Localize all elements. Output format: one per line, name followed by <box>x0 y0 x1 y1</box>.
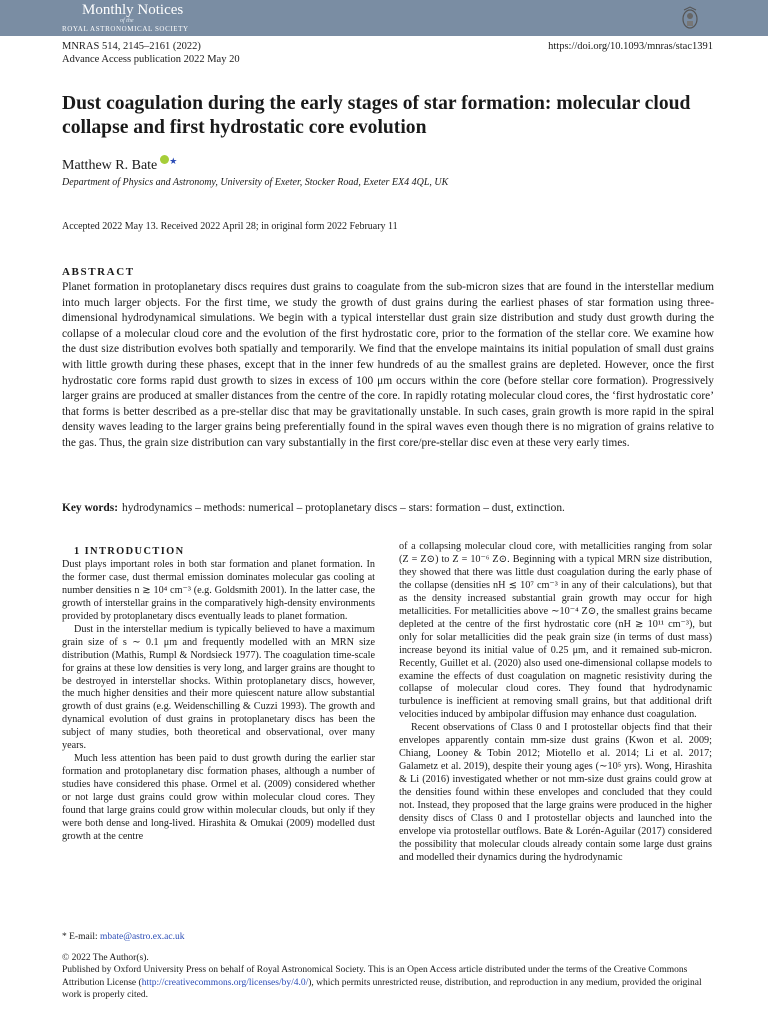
license-post: ), which permits unrestricted reuse, distribution, and reproduction in any medium, provided the original work is properly cited. <box>62 977 702 1001</box>
paragraph: Much less attention has been paid to dust growth during the earlier star formation and protoplanetary disc formation phases, although a number of studies have considered this phase. Ormel et al. (2009) considered whether or not large dust grains could grow within molecular cloud cores. They found that large grains could grow within molecular clouds, but only if they were both dense and long-lived. Hirashita & Omukai (2009) modelled dust growth at the centre <box>62 753 375 842</box>
license-link[interactable]: http://creativecommons.org/licenses/by/4.0/ <box>141 977 309 988</box>
journal-of: of the <box>120 18 134 24</box>
received-dates: Accepted 2022 May 13. Received 2022 April 28; in original form 2022 February 11 <box>62 221 398 232</box>
section-heading: 1 INTRODUCTION <box>74 546 185 557</box>
paragraph: Dust in the interstellar medium is typically believed to have a maximum grain size of s ∼ 0.1 μm and frequently modelled with an MRN size distribution (Mathis, Rumpl & Nordsieck 1977). The coagulation time-scale for grains at these low densities is very long, and larger grains are thought to be destroyed in interstellar shocks. Within protoplanetary discs, however, the much higher densities and their more quiescent nature allow substantial growth of dust grains (e.g. Weidenschilling & Cuzzi 1993). The growth and dynamical evolution of dust grains in protoplanetary discs has been the subject of many studies, both theoretical and observational, over many years. <box>62 623 375 752</box>
paragraph: of a collapsing molecular cloud core, with metallicities ranging from solar (Z = Z⊙) to Z = 10⁻⁶ Z⊙. Beginning with a typical MRN size distribution, they showed that there was little dust coagulation during the early phase of the collapse (densities nH ≲ 10⁷ cm⁻³ in any of their calculations), but that as the density increased substantial grain growth may occur for high metallicities. For metallicities above ∼10⁻⁴ Z⊙, the smallest grains became depleted at the centre of the first hydrostatic core (nH ≳ 10¹¹ cm⁻³), but only for solar metallicities did the peak grain size (in terms of dust mass) increase beyond its initial value of 0.25 μm, and it remained sub-micron. Recently, Guillet et al. (2020) also used one-dimensional collapse models to examine the effects of dust coagulation on magnetic resistivity during the collapse of molecular cloud cores. They found that hydrodynamic turbulence is inefficient at removing small grains, but that additional drift velocities induced by ambipolar diffusion may enhance dust coagulation. <box>399 541 712 721</box>
email-link[interactable]: mbate@astro.ex.ac.uk <box>100 932 185 942</box>
journal-banner <box>0 0 768 36</box>
abstract-text: Planet formation in protoplanetary discs requires dust grains to coagulate from the sub-micron sizes that are found in the interstellar medium into much larger objects. For the first time, we study the growth of dust grains during the earliest phases of star formation using three-dimensional hydrodynamical simulations. We begin with a typical interstellar dust grain size distribution and study dust growth during the collapse of a molecular cloud core and the evolution of the first hydrostatic core, prior to the formation of the stellar core. We examine how the dust size distribution evolves both spatially and temporarily. We find that the envelope maintains its initial population of small dust grains with little growth during these phases, except that in the inner few hundreds of au the smallest grains are depleted. However, once the first hydrostatic core forms rapid dust growth to sizes in excess of 100 μm occurs within the core (before stellar core formation). Progressively larger grains are produced at smaller distances from the centre of the core. In rapidly rotating molecular cloud cores, the ‘first hydrostatic core’ that forms is better described as a pre-stellar disc that may be gravitationally unstable. In such cases, grain growth is more rapid in the spiral density waves leading to the larger grains being preferentially found in the spiral waves even though there is no migration of grains relative to the gas. Thus, the grain size distribution can vary substantially in the first core/pre-stellar disc even at these very early times. <box>62 281 714 449</box>
left-column <box>62 546 375 844</box>
footnote-label: * E-mail: <box>62 932 100 942</box>
keywords-text: hydrodynamics – methods: numerical – protoplanetary discs – stars: formation – dust, extinction. <box>122 502 565 514</box>
journal-society: ROYAL ASTRONOMICAL SOCIETY <box>62 25 189 33</box>
copyright-line: © 2022 The Author(s). <box>62 953 149 963</box>
journal-title: Monthly Notices <box>82 2 184 18</box>
paragraph: Dust plays important roles in both star formation and planet formation. In the former case, dust thermal emission dominates molecular gas cooling at number densities n ≳ 10⁴ cm⁻³ (e.g. Goldsmith 2001). In the latter case, the growth of interstellar grains in the comparatively high-density environments provided by protoplanetary discs eventually leads to planet formation. <box>62 558 375 622</box>
orcid-icon[interactable] <box>160 155 169 164</box>
article-title: Dust coagulation during the early stages of star formation: molecular cloud collapse and first hydrostatic core evolution <box>62 93 691 138</box>
right-column <box>399 541 712 865</box>
paragraph: Recent observations of Class 0 and I protostellar objects find that their envelopes apparently contain mm-size dust grains (Kwon et al. 2009; Chiang, Looney & Tobin 2012; Miotello et al. 2014; Li et al. 2017; Galametz et al. 2019), despite their young ages (∼10⁵ yrs). Wong, Hirashita & Li (2016) investigated whether or not mm-size dust grains could grow at the densities found within these envelopes and concluded that they could not. Instead, they proposed that the large grains were produced in the higher density discs of Class 0 and I protostellar objects and launched into the envelope via protostellar outflows. Bate & Lorén-Aguilar (2017) considered the possibility that molecular clouds already contain some large dust grains and modelled their dynamics during the hydrodynamic <box>399 722 712 863</box>
author-name: Matthew R. Bate <box>62 158 158 173</box>
citation: MNRAS 514, 2145–2161 (2022) <box>62 41 201 52</box>
society-crest-icon <box>680 6 700 30</box>
author <box>62 155 177 174</box>
keywords-label: Key words: <box>62 502 118 514</box>
abstract-heading: ABSTRACT <box>62 266 135 278</box>
footnote <box>62 932 184 942</box>
keywords <box>62 502 714 514</box>
advance-access: Advance Access publication 2022 May 20 <box>62 54 240 65</box>
doi-link[interactable]: https://doi.org/10.1093/mnras/stac1391 <box>548 41 713 52</box>
license-text <box>62 964 714 1001</box>
copyright <box>62 952 714 1002</box>
author-footnote-mark: ★ <box>169 156 178 166</box>
affiliation: Department of Physics and Astronomy, University of Exeter, Stocker Road, Exeter EX4 4QL, UK <box>62 177 449 188</box>
license-pre: Published by Oxford University Press on behalf of Royal Astronomical Society. This is an Open Access article distributed under the terms of the Creative Commons Attribution License ( <box>62 965 688 988</box>
